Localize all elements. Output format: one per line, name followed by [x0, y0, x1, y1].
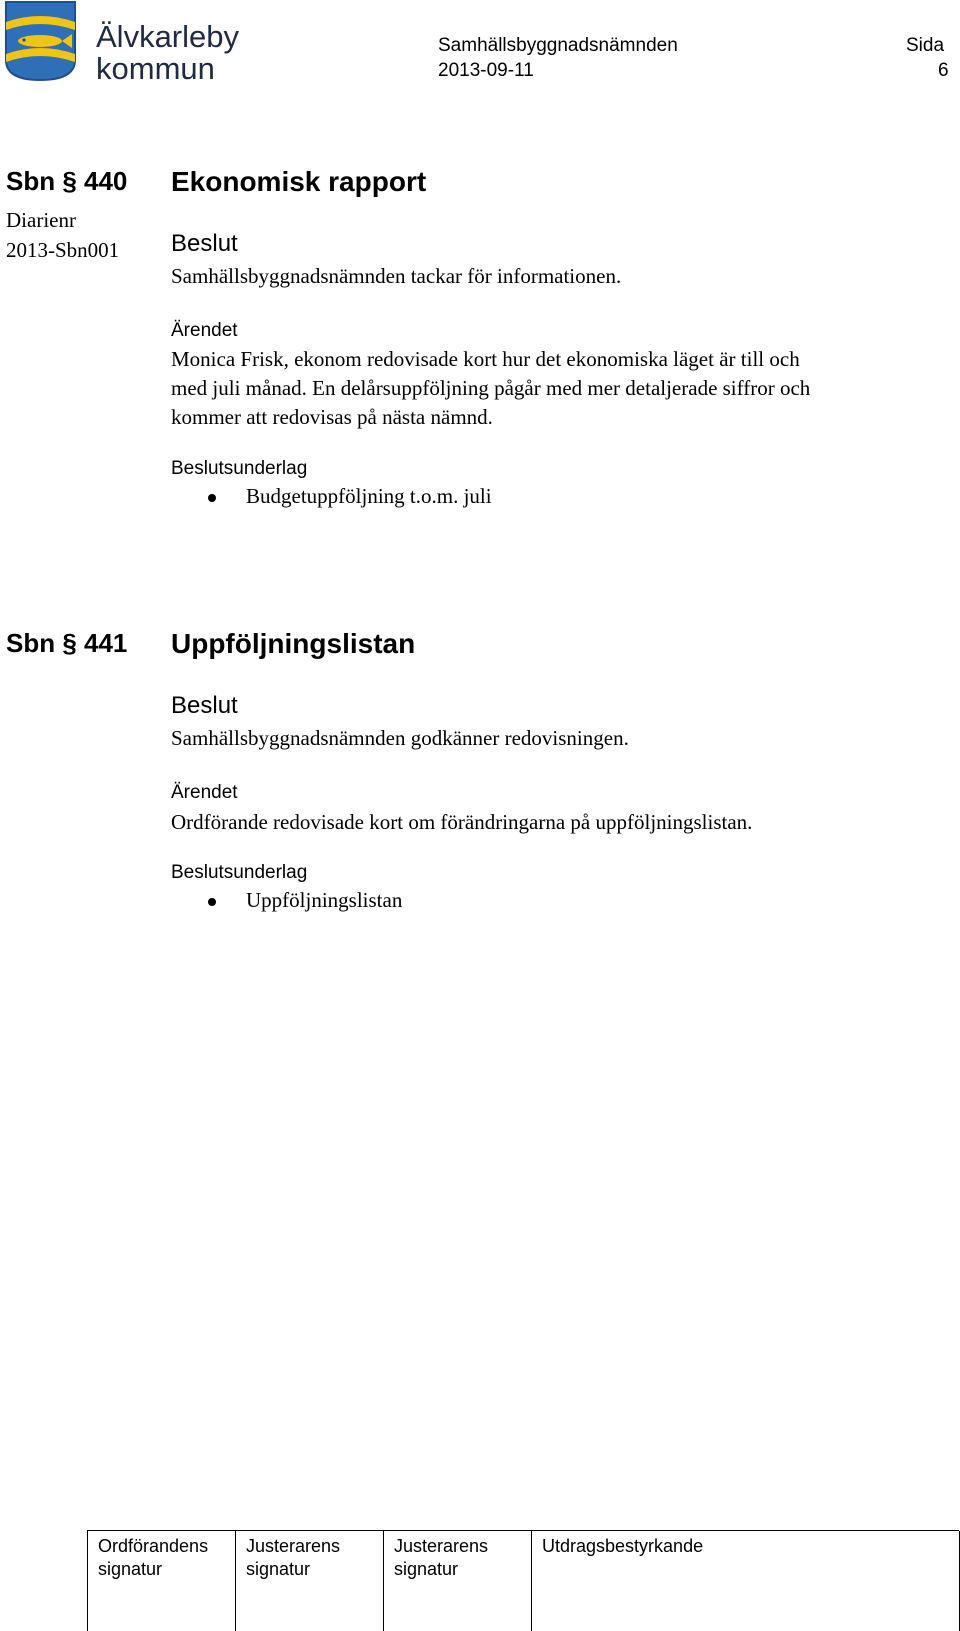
signature-cell-certification [531, 1531, 960, 1631]
signature-table [87, 1530, 959, 1631]
signature-label: Ordförandens [98, 1536, 209, 1556]
bullet-point [208, 494, 216, 502]
signature-label: Justerarens [394, 1536, 489, 1556]
diarie-label: Diarienr [6, 208, 76, 232]
diarie-number: 2013-Sbn001 [6, 238, 120, 262]
municipal-coat-of-arms-logo [4, 0, 77, 82]
signature-label: signatur [98, 1559, 163, 1579]
beslut-text: Samhällsbyggnadsnämnden godkänner redovisningen. [171, 726, 629, 750]
paragraph-number: Sbn § 441 [6, 628, 128, 658]
section-title: Ekonomisk rapport [171, 166, 427, 197]
beslut-heading: Beslut [171, 230, 238, 257]
arendet-line: med juli månad. En delårsuppföljning pågår med mer detaljerade siffror och [171, 376, 811, 400]
bullet-point [208, 898, 216, 906]
arendet-heading: Ärendet [171, 320, 238, 341]
signature-cell-adjuster-1 [235, 1531, 384, 1631]
arendet-line: Ordförande redovisade kort om förändringarna på uppföljningslistan. [171, 810, 753, 834]
beslut-heading: Beslut [171, 692, 238, 719]
beslutsunderlag-heading: Beslutsunderlag [171, 458, 308, 479]
page-number: 6 [938, 60, 949, 81]
signature-label: signatur [246, 1559, 311, 1579]
page-label: Sida [906, 35, 945, 56]
signature-label: Justerarens [246, 1536, 341, 1556]
arendet-line: Monica Frisk, ekonom redovisade kort hur det ekonomiska läget är till och [171, 347, 800, 371]
beslutsunderlag-heading: Beslutsunderlag [171, 862, 308, 883]
underlag-item: Budgetuppföljning t.o.m. juli [246, 484, 492, 508]
arendet-line: kommer att redovisas på nästa nämnd. [171, 405, 493, 429]
beslut-text: Samhällsbyggnadsnämnden tackar för informationen. [171, 264, 622, 288]
signature-label: Utdragsbestyrkande [542, 1536, 704, 1556]
section-title: Uppföljningslistan [171, 628, 416, 659]
arendet-heading: Ärendet [171, 782, 238, 803]
meeting-date: 2013-09-11 [438, 60, 534, 81]
logo-wordmark-line2: kommun [96, 51, 215, 86]
signature-cell-chair [87, 1531, 236, 1631]
signature-label: signatur [394, 1559, 459, 1579]
underlag-item: Uppföljningslistan [246, 888, 403, 912]
signature-cell-adjuster-2 [383, 1531, 532, 1631]
logo-wordmark-line1: Älvkarleby [96, 19, 239, 54]
committee-name: Samhällsbyggnadsnämnden [438, 35, 678, 56]
paragraph-number: Sbn § 440 [6, 166, 128, 196]
